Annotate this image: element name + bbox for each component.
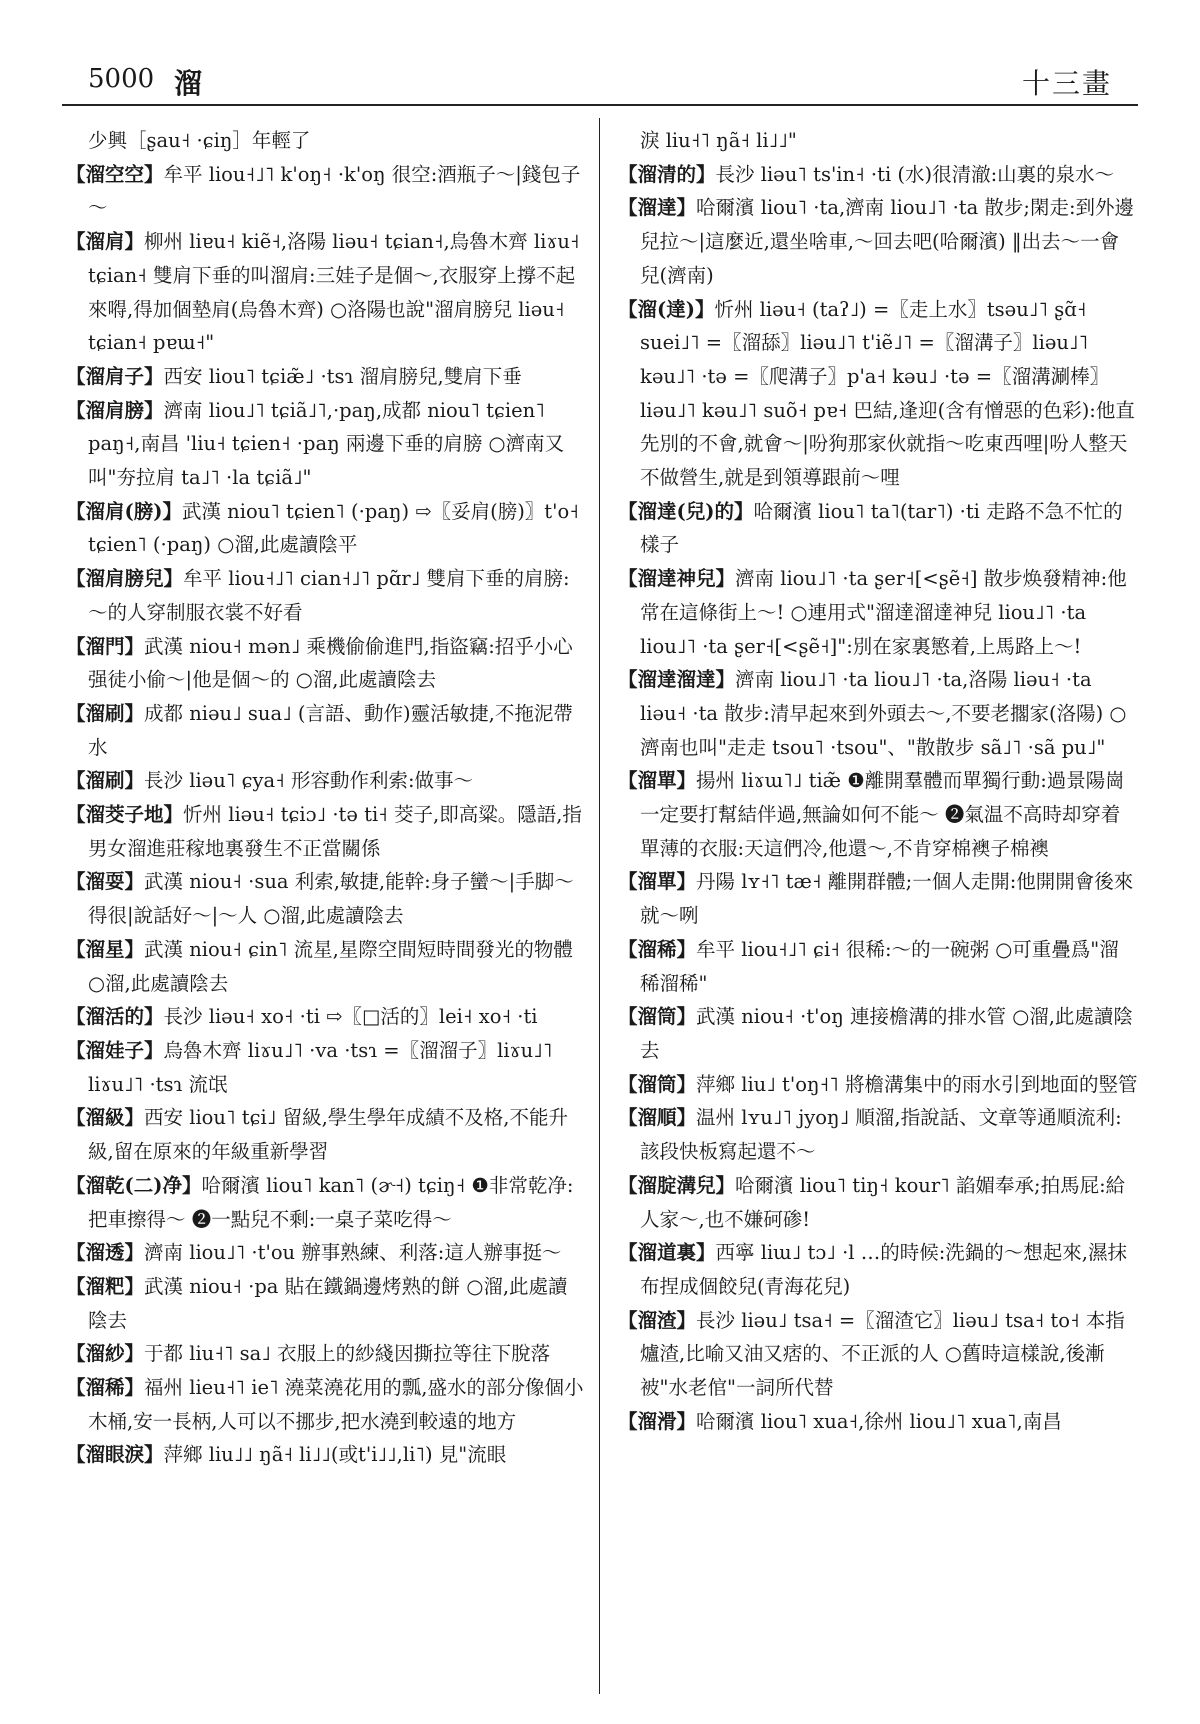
- dictionary-entry: [618, 1101, 1138, 1168]
- entry-definition: 丹陽 lʏ˧˥ tæ˧ 離開群體;一個人走開:他開開會後來就～咧: [640, 870, 1134, 928]
- entry-headword: 【溜粑】: [66, 1274, 145, 1298]
- entry-definition: 烏魯木齊 liɤu˩˥ ·va ·tsɿ =〖溜溜子〗liɤu˩˥ liɤu˩˥ ·tsɿ 流氓: [88, 1038, 553, 1096]
- entry-headword: 【溜肩膀兒】: [66, 567, 184, 591]
- entry-definition: 牟平 liou˧˩˥ k'oŋ˧ ·k'oŋ 很空:酒瓶子～|錢包子～: [88, 162, 581, 220]
- dictionary-entry: [618, 293, 1138, 495]
- dictionary-entry: [66, 1101, 586, 1168]
- dictionary-entry: [66, 1270, 586, 1337]
- left-column: [66, 124, 586, 1472]
- dictionary-entry: [66, 1169, 586, 1236]
- entry-headword: 【溜空空】: [66, 162, 164, 186]
- entry-definition: 揚州 liɤɯ˥˩ tiæ̃ ❶離開羣體而單獨行動:過景陽崗一定要打幫結伴過,無論如何不能～ ❷氣温不高時却穿着單薄的衣服:天這們冷,他還～,不肯穿棉襖子棉襖: [640, 769, 1125, 860]
- dictionary-entry: [618, 933, 1138, 1000]
- entry-definition: 温州 lʏu˩˥ jyoŋ˩ 順溜,指說話、文章等通順流利:該段快板寫起還不～: [640, 1106, 1122, 1164]
- page-title: 溜: [174, 67, 203, 100]
- dictionary-entry: [66, 1000, 586, 1034]
- dictionary-entry: [618, 1405, 1138, 1439]
- entry-definition: 哈爾濱 liou˥ tiŋ˧ kour˥ 諂媚奉承;拍馬屁:給人家～,也不嫌砢碜!: [640, 1173, 1126, 1231]
- dictionary-entry: [618, 865, 1138, 932]
- entry-headword: 【溜單】: [618, 769, 697, 793]
- dictionary-entry: [618, 663, 1138, 764]
- entry-definition: 西安 liou˥ tɕi˩ 留級,學生學年成績不及格,不能升級,留在原來的年級重新學習: [88, 1106, 569, 1164]
- entry-definition: 柳州 liɐu˧ kiẽ˧,洛陽 liəu˧ tɕian˧,烏魯木齊 liɤu˧ tɕian˧ 雙肩下垂的叫溜肩:三娃子是個～,衣服穿上撐不起來嘚,得加個墊肩(烏魯木齊) ○洛陽也說"溜肩膀兒 liəu˧ tɕian˧ pɐɯ˧": [88, 230, 580, 355]
- dictionary-entry: [618, 562, 1138, 663]
- entry-definition: 武漢 niou˧ mən˩ 乘機偷偷進門,指盜竊:招乎小心强徒小偷～|他是個～的 ○溜,此處讀陰去: [88, 634, 573, 692]
- dictionary-entry: [66, 225, 586, 360]
- dictionary-entry: [66, 933, 586, 1000]
- header-rule: [62, 104, 1138, 106]
- dictionary-entry: [618, 495, 1138, 562]
- dictionary-entry: [618, 764, 1138, 865]
- dictionary-entry: [66, 1236, 586, 1270]
- dictionary-entry: [618, 191, 1138, 292]
- entry-definition: 西安 liou˥ tɕiæ̃˩ ·tsɿ 溜肩膀兒,雙肩下垂: [163, 364, 522, 388]
- entry-definition: 濟南 liou˩˥ ·ta ʂer˧[<ʂẽ˧] 散步焕發精神:他常在這條街上～! ○連用式"溜達溜達神兒 liou˩˥ ·ta liou˩˥ ·ta ʂer˧[<ʂẽ˧]":別在家裏慜着,上馬路上～!: [640, 567, 1127, 658]
- entry-headword: 【溜乾(二)净】: [66, 1173, 202, 1197]
- entry-definition: 少興［ʂau˧ ·ɕiŋ］年輕了: [88, 129, 311, 152]
- dictionary-entry: [618, 158, 1138, 192]
- entry-definition: 萍鄉 liu˩˩ ŋã˧ li˩˩(或t'i˩˩,li˥) 見"流眼: [163, 1443, 507, 1467]
- entry-definition: 武漢 niou˥ tɕien˥ (·paŋ) ⇨〖妥肩(膀)〗t'o˧ tɕien˥ (·paŋ) ○溜,此處讀陰平: [88, 499, 579, 557]
- entry-definition: 長沙 liəu˩ tsa˧ =〖溜渣它〗liəu˩ tsa˧ to˧ 本指爐渣,比喻又油又痞的、不正派的人 ○舊時這樣說,後漸被"水老倌"一詞所代替: [640, 1308, 1125, 1400]
- entry-headword: 【溜滑】: [618, 1409, 697, 1433]
- entry-headword: 【溜肩膀】: [66, 398, 164, 422]
- dictionary-entry: [66, 798, 586, 865]
- entry-definition: 武漢 niou˧ ·t'oŋ 連接檐溝的排水管 ○溜,此處讀陰去: [640, 1005, 1133, 1062]
- dictionary-entry: [66, 1337, 586, 1371]
- entry-definition: 哈爾濱 liou˥ xua˧,徐州 liou˩˥ xua˥,南昌: [696, 1409, 1062, 1433]
- entry-headword: 【溜紗】: [66, 1342, 145, 1366]
- page-number: 5000: [88, 64, 155, 94]
- entry-headword: 【溜刷】: [66, 769, 145, 793]
- entry-definition: 牟平 liou˧˩˥ cian˧˩˥ pɑ̃r˩ 雙肩下垂的肩膀:～的人穿制服衣裳不好看: [88, 567, 570, 624]
- entry-definition: 成都 niəu˩ sua˩ (言語、動作)靈活敏捷,不拖泥帶水: [88, 701, 573, 759]
- entry-definition: 哈爾濱 liou˥ kan˥ (ɚ˧) tɕiŋ˧ ❶非常乾净:把車擦得～ ❷一點兒不剩:一桌子菜吃得～: [88, 1173, 574, 1231]
- entry-definition: 福州 lieu˧˥ ie˥ 澆菜澆花用的瓢,盛水的部分像個小木桶,安一長柄,人可以不挪步,把水澆到較遠的地方: [88, 1376, 584, 1433]
- entry-headword: 【溜活的】: [66, 1005, 164, 1029]
- entry-headword: 【溜筒】: [618, 1005, 697, 1029]
- entry-headword: 【溜單】: [618, 870, 697, 894]
- entry-headword: 【溜眼淚】: [66, 1443, 164, 1467]
- entry-headword: 【溜道裏】: [618, 1241, 716, 1265]
- entry-definition: 淚 liu˧˥ ŋã˧ li˩˩": [640, 129, 797, 152]
- dictionary-entry: [66, 394, 586, 495]
- dictionary-entry: [618, 1068, 1138, 1102]
- entry-headword: 【溜達】: [618, 196, 697, 220]
- entry-headword: 【溜耍】: [66, 870, 145, 894]
- entry-definition: 武漢 niou˧ ·pa 貼在鐵鍋邊烤熟的餅 ○溜,此處讀陰去: [88, 1274, 568, 1332]
- dictionary-entry: [618, 1236, 1138, 1303]
- section-label: 十三畫: [1021, 67, 1112, 100]
- dictionary-entry: [618, 1304, 1138, 1405]
- dictionary-entry: [66, 1034, 586, 1101]
- entry-definition: 哈爾濱 liou˥ ta˥(tar˥) ·ti 走路不急不忙的樣子: [640, 499, 1123, 557]
- entry-headword: 【溜茭子地】: [66, 803, 184, 827]
- entry-definition: 哈爾濱 liou˥ ·ta,濟南 liou˩˥ ·ta 散步;閑走:到外邊兒拉～|這麼近,還坐啥車,～回去吧(哈爾濱) ‖出去～一會兒(濟南): [640, 196, 1135, 287]
- dictionary-entry: [66, 124, 586, 158]
- entry-headword: 【溜稀】: [618, 937, 697, 961]
- entry-headword: 【溜星】: [66, 937, 145, 961]
- dictionary-entry: [66, 360, 586, 394]
- entry-headword: 【溜達(兒)的】: [618, 499, 754, 523]
- entry-headword: 【溜肩(膀)】: [66, 499, 182, 523]
- dictionary-entry: [66, 495, 586, 562]
- dictionary-entry: [618, 124, 1138, 158]
- entry-definition: 濟南 liou˩˥ ·t'ou 辦事熟練、利落:這人辦事挺～: [144, 1241, 562, 1265]
- entry-definition: 濟南 liou˩˥ ·ta liou˩˥ ·ta,洛陽 liəu˧ ·ta liəu˧ ·ta 散步:清早起來到外頭去～,不要老擱家(洛陽) ○濟南也叫"走走 tsou˥ ·tsou"、"散散步 sã˩˥ ·sã pu˩": [640, 668, 1127, 759]
- entry-headword: 【溜筒】: [618, 1072, 697, 1096]
- dictionary-entry: [66, 697, 586, 764]
- entry-headword: 【溜渣】: [618, 1308, 697, 1332]
- entry-headword: 【溜透】: [66, 1241, 145, 1265]
- column-divider: [599, 118, 600, 1694]
- entry-definition: 忻州 liəu˧ tɕiɔ˩ ·tə ti˧ 茭子,即高粱。隱語,指男女溜進莊稼地裏發生不正當關係: [88, 803, 582, 860]
- dictionary-entry: [66, 1371, 586, 1438]
- entry-headword: 【溜(達)】: [618, 297, 715, 321]
- dictionary-entry: [66, 630, 586, 697]
- dictionary-entry: [66, 158, 586, 225]
- entry-headword: 【溜級】: [66, 1106, 145, 1130]
- dictionary-entry: [66, 1438, 586, 1472]
- entry-definition: 長沙 liəu˧ xo˧ ·ti ⇨〖□活的〗lei˧ xo˧ ·ti: [163, 1005, 538, 1029]
- entry-headword: 【溜達神兒】: [618, 567, 736, 591]
- entry-definition: 濟南 liou˩˥ tɕiã˩˥,·paŋ,成都 niou˥ tɕien˥ paŋ˧,南昌 'liu˧ tɕien˧ ·paŋ 兩邊下垂的肩膀 ○濟南又叫"夯拉肩 ta˩˥ ·la tɕiã˩": [88, 398, 565, 490]
- entry-definition: 忻州 liəu˧ (taʔ˩) =〖走上水〗tsəu˩˥ ʂɑ̃˧ suei˩˥ =〖溜舔〗liəu˩˥ t'iẽ˩˥ =〖溜溝子〗liəu˩˥ kəu˩˥ ·tə =〖爬溝子〗p'a˧ kəu˩ ·tə =〖溜溝涮棒〗liəu˩˥ kəu˩˥ suõ˧ pɐ˧ 巴結,逢迎(含有憎惡的色彩):他直先別的不會,就會～|吩狗那家伙就指～吃東西哩|吩人整天不做營生,就是到領導跟前～哩: [640, 297, 1135, 490]
- entry-definition: 長沙 liəu˥ ts'in˧ ·ti (水)很清澈:山裏的泉水～: [715, 162, 1115, 186]
- entry-headword: 【溜順】: [618, 1106, 697, 1130]
- entry-headword: 【溜腚溝兒】: [618, 1173, 736, 1197]
- entry-headword: 【溜稀】: [66, 1376, 145, 1400]
- entry-definition: 武漢 niou˧ ɕin˥ 流星,星際空間短時間發光的物體 ○溜,此處讀陰去: [88, 937, 573, 995]
- entry-headword: 【溜門】: [66, 634, 145, 658]
- entry-headword: 【溜娃子】: [66, 1038, 164, 1062]
- page-header: [88, 64, 1112, 104]
- right-column: [618, 124, 1138, 1438]
- entry-definition: 武漢 niou˧ ·sua 利索,敏捷,能幹:身子蠻～|手脚～得很|說話好～|～人 ○溜,此處讀陰去: [88, 870, 574, 928]
- entry-headword: 【溜肩】: [66, 230, 145, 254]
- entry-definition: 牟平 liou˧˩˥ ɕi˧ 很稀:～的一碗粥 ○可重疊爲"溜稀溜稀": [640, 937, 1119, 995]
- entry-definition: 萍鄉 liu˩ t'oŋ˧˥ 將檐溝集中的雨水引到地面的竪管: [696, 1072, 1138, 1096]
- entry-headword: 【溜肩子】: [66, 364, 164, 388]
- dictionary-entry: [618, 1169, 1138, 1236]
- dictionary-entry: [66, 764, 586, 798]
- entry-headword: 【溜刷】: [66, 701, 145, 725]
- dictionary-entry: [66, 865, 586, 932]
- entry-definition: 西寧 liɯ˩ tɔ˩ ·l …的時候:洗鍋的～想起來,濕抹布捏成個餃兒(青海花兒): [640, 1241, 1127, 1298]
- entry-headword: 【溜達溜達】: [618, 668, 736, 692]
- entry-headword: 【溜清的】: [618, 162, 716, 186]
- dictionary-entry: [618, 1000, 1138, 1067]
- entry-definition: 長沙 liəu˥ ɕya˧ 形容動作利索:做事～: [144, 769, 474, 793]
- entry-definition: 于都 liu˧˥ sa˩ 衣服上的紗綫因撕拉等往下脫落: [144, 1342, 551, 1366]
- dictionary-entry: [66, 562, 586, 629]
